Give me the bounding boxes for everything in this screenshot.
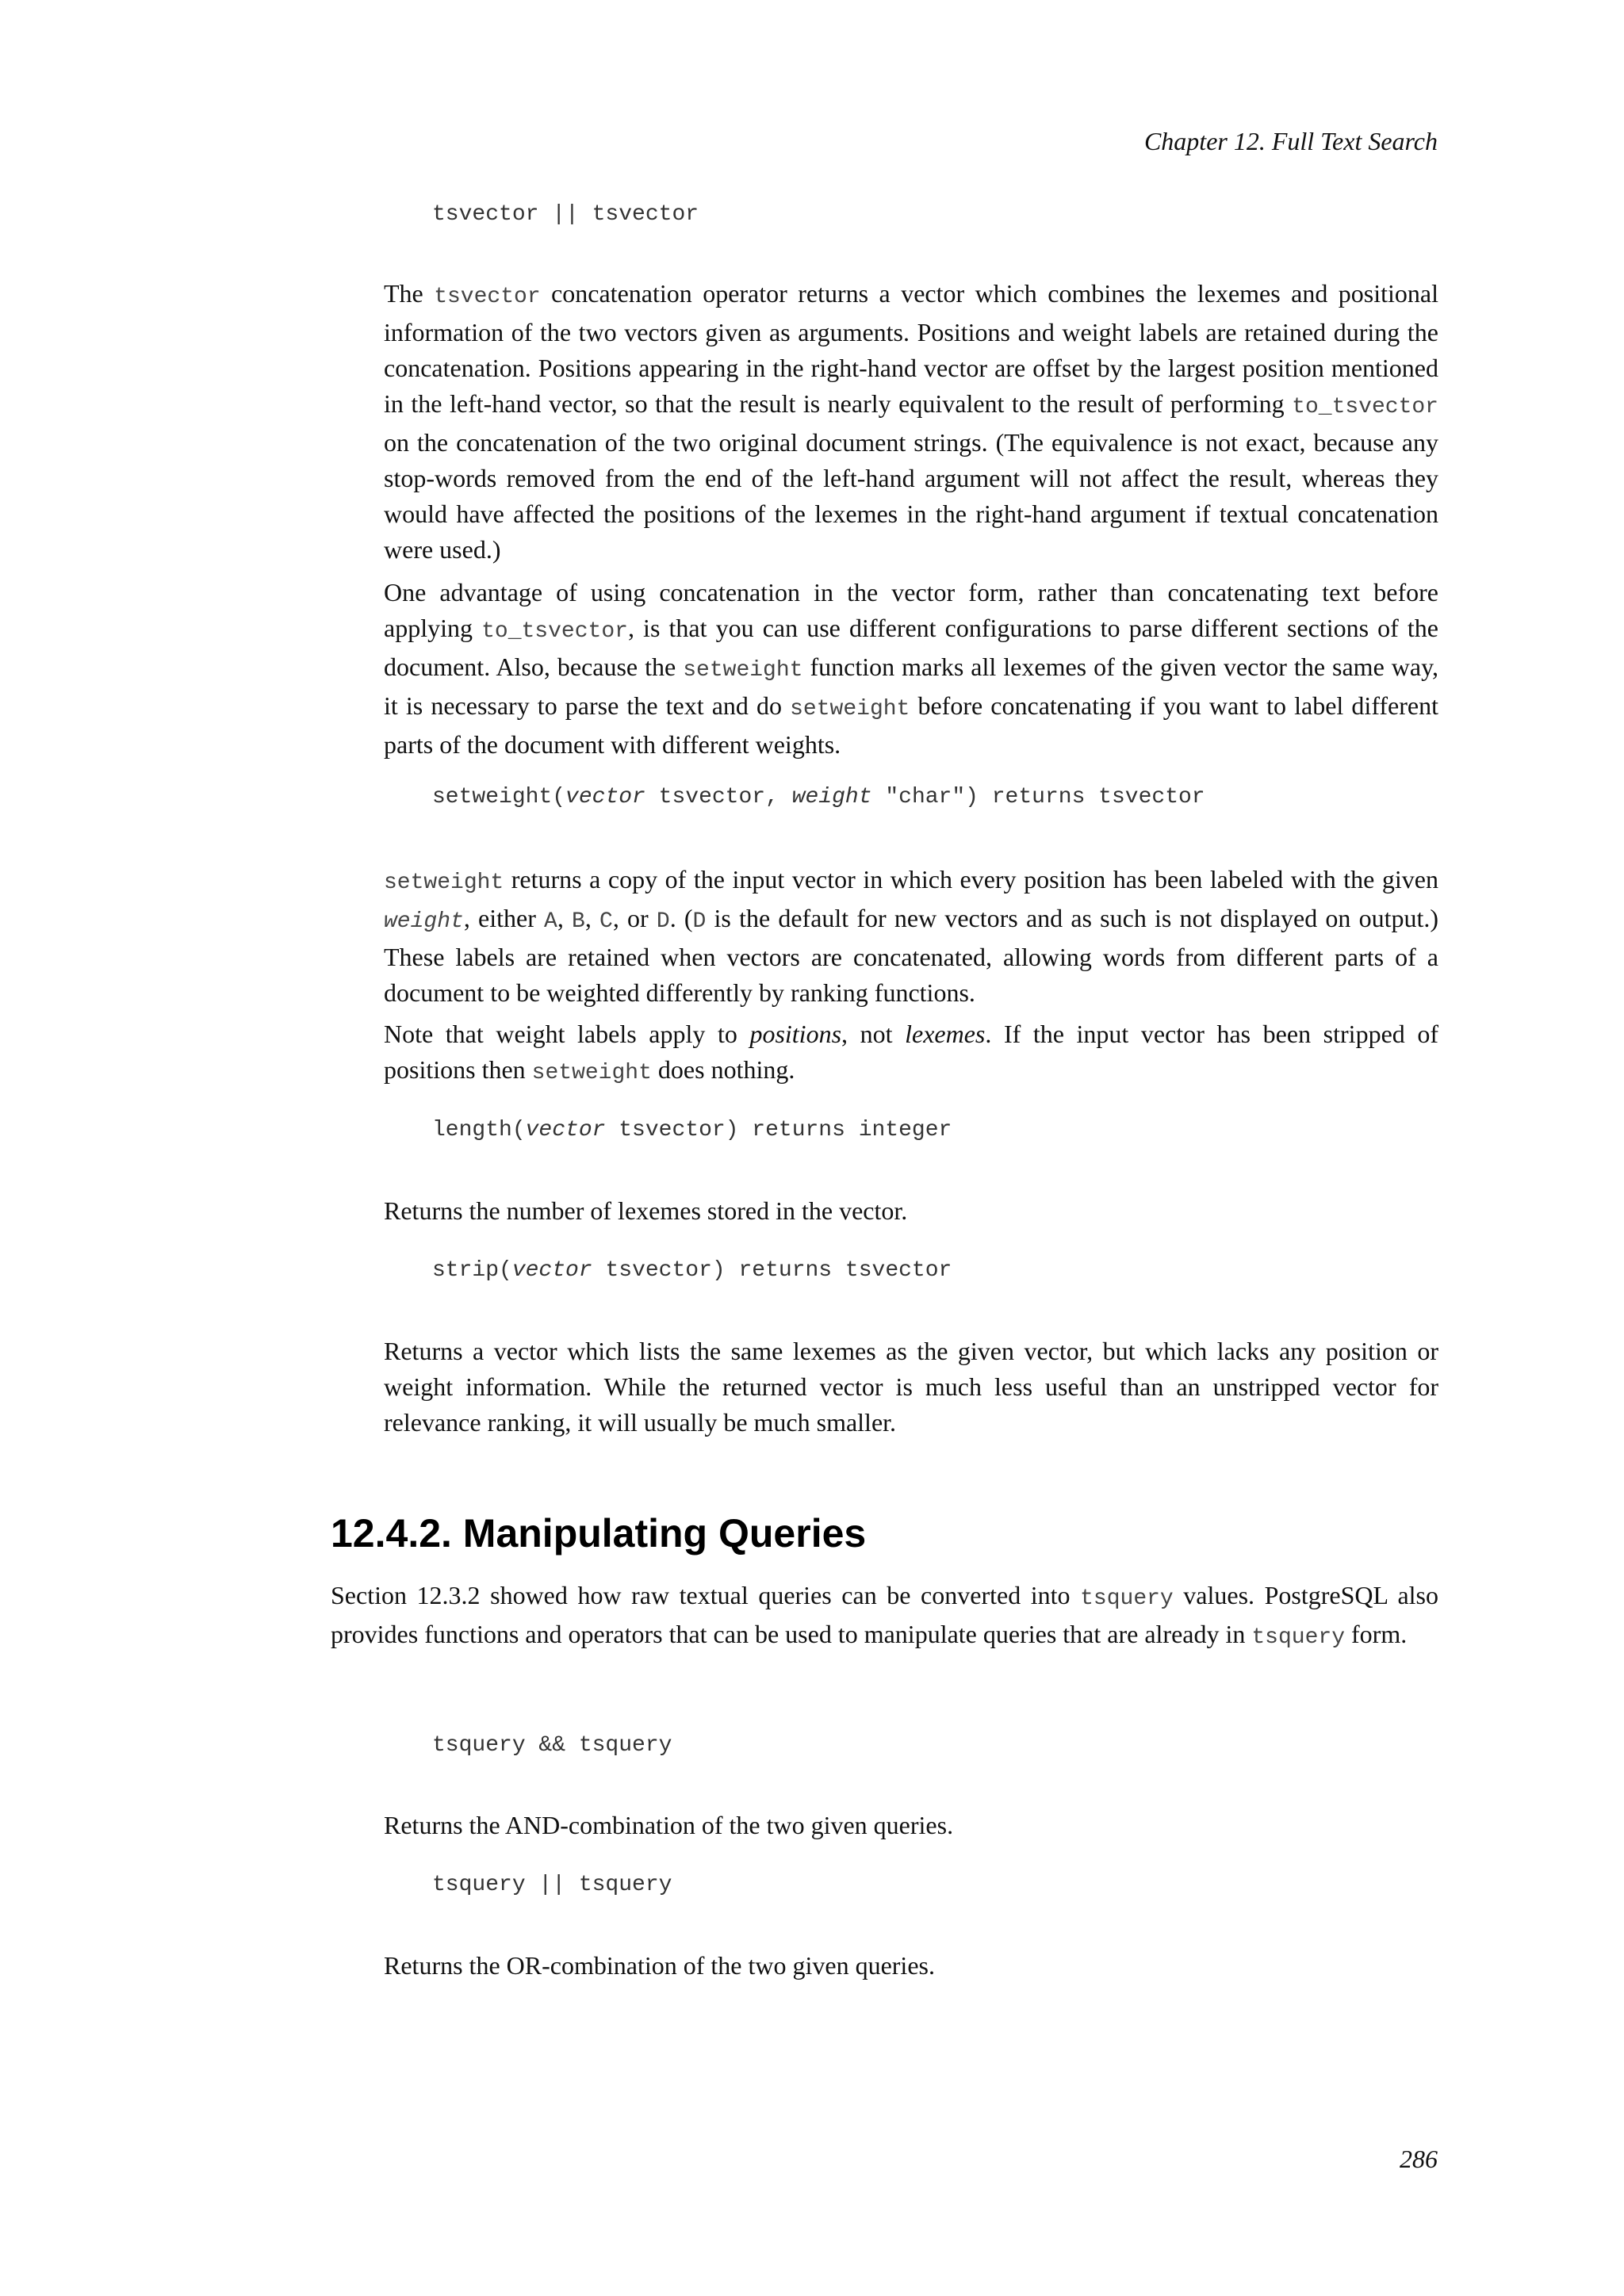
text-run: is the default for new vectors and as such is not displayed on output.) These labels are retained when vectors are concatenated, allowing words from different parts of a document to be weighted differently by ranking functions. [384,904,1439,1007]
inline-code: tsquery [1080,1586,1174,1611]
code-param: vector [525,1118,606,1142]
text-run: concatenation operator returns a vector which combines the lexemes and positional information of the two vectors given as arguments. Positions and weight labels are retained during the concatenation. Positions appearing in the right-hand vector are offset by the largest position mentioned in the left-hand vector, so that the result is nearly equivalent to the result of performing [384,279,1439,418]
code-text: "char") returns tsvector [871,785,1205,809]
inline-code: setweight [531,1061,652,1085]
section-heading: 12.4.2. Manipulating Queries [331,1511,867,1556]
inline-code: A [544,909,557,934]
inline-code: to_tsvector [481,619,628,644]
text-run: returns a copy of the input vector in which every position has been labeled with the given [504,865,1438,894]
text-run: Section 12.3.2 showed how raw textual queries can be converted into [331,1581,1081,1609]
paragraph-length-description: Returns the number of lexemes stored in the vector. [384,1196,908,1225]
paragraph-manipulating-queries-intro [331,1578,1438,1655]
text-run: One advantage of using concatenation in the vector form, rather than concatenating text before applying [384,578,1438,642]
text-run: , either [463,904,545,932]
paragraph-strip-description: Returns a vector which lists the same lexemes as the given vector, but which lacks any position or weight information. While the returned vector is much less useful than an unstripped vector for relevance ranking, it will usually be much smaller. [384,1337,1438,1437]
code-text: setweight( [432,785,566,809]
emphasis: positions [749,1020,842,1048]
code-param: weight [791,785,872,809]
paragraph-and-description: Returns the AND-combination of the two given queries. [384,1811,954,1839]
text-run: , or [612,904,657,932]
text-run: form. [1345,1620,1408,1648]
text-run: Note that weight labels apply to [384,1020,750,1048]
text-run: values. PostgreSQL also provides functions and operators that can be used to manipulate queries that are already in [331,1581,1439,1648]
text-run: , not [841,1020,906,1048]
page-number: 286 [1400,2145,1438,2173]
text-run: , is that you can use different configurations to parse different sections of the document. Also, because the [384,614,1438,681]
text-run: The [384,279,435,308]
code-text: tsvector, [645,785,792,809]
inline-code: B [572,909,585,934]
running-header: Chapter 12. Full Text Search [1143,127,1438,155]
code-strip-signature [432,1258,952,1283]
text-run: does nothing. [651,1055,795,1084]
inline-code: to_tsvector [1292,395,1438,419]
text-run: . ( [669,904,693,932]
inline-code: setweight [790,697,910,721]
code-setweight-signature [432,785,1205,809]
inline-code: D [692,909,707,934]
inline-code: D [656,909,670,934]
code-length-signature [432,1118,952,1142]
code-tsvector-concat: tsvector || tsvector [432,202,699,227]
text-run: . If the input vector has been stripped of positions then [384,1020,1439,1084]
code-text: tsvector) returns integer [605,1118,952,1142]
paragraph-or-description: Returns the OR-combination of the two given queries. [384,1951,935,1980]
inline-code: setweight [683,658,803,683]
code-tsquery-and: tsquery && tsquery [432,1733,672,1758]
inline-code: setweight [384,871,504,895]
text-run: , [584,904,600,932]
text-run: function marks all lexemes of the given vector the same way, it is necessary to parse the text and do [384,652,1439,720]
text-run: on the concatenation of the two original document strings. (The equivalence is not exact, because any stop-words removed from the end of the left-hand argument will not affect the result, whereas they would have affected the positions of the lexemes in the right-hand argument if textual concatenation were used.) [384,428,1438,564]
code-text: tsvector) returns tsvector [592,1258,952,1283]
inline-code: tsvector [434,285,541,309]
text-run: , [557,904,573,932]
code-param: vector [565,785,645,809]
inline-code: C [599,909,613,934]
paragraph-weight-labels-note [384,1016,1438,1091]
paragraph-concat-advantage [384,575,1438,763]
emphasis: lexemes [905,1020,986,1048]
text-run: before concatenating if you want to label different parts of the document with different weights. [384,691,1439,759]
code-tsquery-or: tsquery || tsquery [432,1873,672,1897]
paragraph-concat-operator [384,276,1438,568]
paragraph-setweight-description [384,862,1438,1011]
code-text: strip( [432,1258,512,1283]
code-param: vector [511,1258,592,1283]
inline-code: tsquery [1251,1625,1345,1650]
code-text: length( [432,1118,526,1142]
inline-code: weight [384,909,464,934]
